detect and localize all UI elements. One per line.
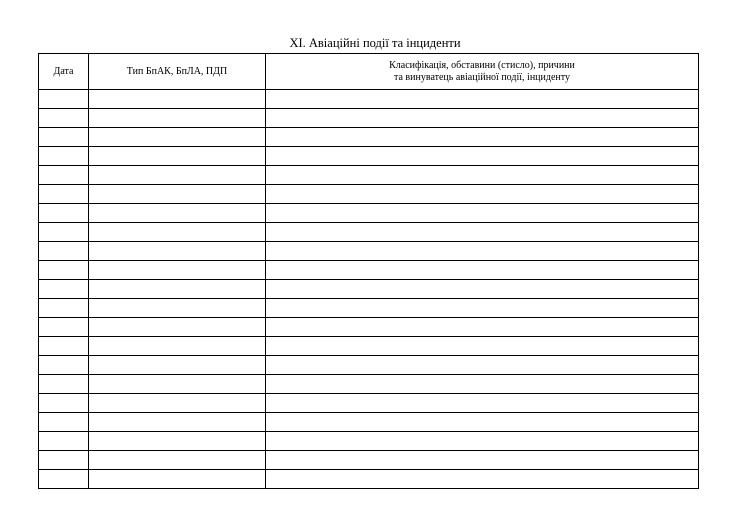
- cell-type[interactable]: [89, 185, 266, 204]
- cell-description[interactable]: [266, 204, 699, 223]
- header-description-line2: та винуватець авіаційної події, інциденту: [394, 71, 570, 83]
- cell-type[interactable]: [89, 413, 266, 432]
- page-title: XI. Авіаційні події та інциденти: [289, 36, 461, 50]
- cell-description[interactable]: [266, 375, 699, 394]
- cell-date[interactable]: [39, 337, 89, 356]
- cell-date[interactable]: [39, 90, 89, 109]
- cell-description[interactable]: [266, 223, 699, 242]
- cell-description[interactable]: [266, 185, 699, 204]
- cell-type[interactable]: [89, 261, 266, 280]
- header-date: Дата: [39, 54, 89, 90]
- cell-type[interactable]: [89, 337, 266, 356]
- cell-date[interactable]: [39, 432, 89, 451]
- cell-date[interactable]: [39, 470, 89, 489]
- table-row: [39, 109, 699, 128]
- cell-date[interactable]: [39, 318, 89, 337]
- table-row: [39, 356, 699, 375]
- table-row: [39, 318, 699, 337]
- cell-type[interactable]: [89, 242, 266, 261]
- cell-description[interactable]: [266, 318, 699, 337]
- cell-description[interactable]: [266, 166, 699, 185]
- table-body: [39, 90, 699, 489]
- cell-date[interactable]: [39, 280, 89, 299]
- cell-type[interactable]: [89, 299, 266, 318]
- cell-date[interactable]: [39, 451, 89, 470]
- table-row: [39, 451, 699, 470]
- cell-date[interactable]: [39, 185, 89, 204]
- table-row: [39, 242, 699, 261]
- cell-date[interactable]: [39, 299, 89, 318]
- cell-type[interactable]: [89, 432, 266, 451]
- cell-type[interactable]: [89, 204, 266, 223]
- table-row: [39, 128, 699, 147]
- table-row: [39, 432, 699, 451]
- cell-type[interactable]: [89, 470, 266, 489]
- cell-description[interactable]: [266, 413, 699, 432]
- cell-date[interactable]: [39, 356, 89, 375]
- table-row: [39, 147, 699, 166]
- cell-date[interactable]: [39, 413, 89, 432]
- table-row: [39, 299, 699, 318]
- cell-date[interactable]: [39, 128, 89, 147]
- table-row: [39, 204, 699, 223]
- header-description: [266, 54, 699, 90]
- cell-description[interactable]: [266, 356, 699, 375]
- cell-date[interactable]: [39, 242, 89, 261]
- cell-type[interactable]: [89, 394, 266, 413]
- table-row: [39, 337, 699, 356]
- cell-description[interactable]: [266, 470, 699, 489]
- header-type: Тип БпАК, БпЛА, ПДП: [89, 54, 266, 90]
- cell-type[interactable]: [89, 147, 266, 166]
- cell-type[interactable]: [89, 90, 266, 109]
- table-row: [39, 394, 699, 413]
- table-row: [39, 280, 699, 299]
- table-row: [39, 90, 699, 109]
- cell-type[interactable]: [89, 375, 266, 394]
- cell-type[interactable]: [89, 451, 266, 470]
- table-row: [39, 413, 699, 432]
- cell-date[interactable]: [39, 204, 89, 223]
- cell-date[interactable]: [39, 147, 89, 166]
- cell-date[interactable]: [39, 223, 89, 242]
- cell-date[interactable]: [39, 394, 89, 413]
- cell-type[interactable]: [89, 128, 266, 147]
- table-row: [39, 166, 699, 185]
- table-row: [39, 375, 699, 394]
- cell-description[interactable]: [266, 299, 699, 318]
- cell-type[interactable]: [89, 166, 266, 185]
- table-row: [39, 185, 699, 204]
- cell-description[interactable]: [266, 128, 699, 147]
- cell-description[interactable]: [266, 280, 699, 299]
- table-row: [39, 261, 699, 280]
- cell-description[interactable]: [266, 109, 699, 128]
- cell-type[interactable]: [89, 318, 266, 337]
- table-row: [39, 223, 699, 242]
- cell-type[interactable]: [89, 109, 266, 128]
- cell-type[interactable]: [89, 223, 266, 242]
- table-row: [39, 470, 699, 489]
- cell-description[interactable]: [266, 337, 699, 356]
- cell-date[interactable]: [39, 166, 89, 185]
- cell-description[interactable]: [266, 242, 699, 261]
- cell-type[interactable]: [89, 356, 266, 375]
- cell-type[interactable]: [89, 280, 266, 299]
- incidents-table: [38, 53, 699, 489]
- cell-description[interactable]: [266, 90, 699, 109]
- table-header-row: [39, 54, 699, 90]
- header-description-line1: Класифікація, обставини (стисло), причини: [389, 59, 575, 71]
- cell-description[interactable]: [266, 261, 699, 280]
- cell-description[interactable]: [266, 451, 699, 470]
- cell-description[interactable]: [266, 394, 699, 413]
- cell-description[interactable]: [266, 147, 699, 166]
- cell-description[interactable]: [266, 432, 699, 451]
- cell-date[interactable]: [39, 261, 89, 280]
- cell-date[interactable]: [39, 375, 89, 394]
- cell-date[interactable]: [39, 109, 89, 128]
